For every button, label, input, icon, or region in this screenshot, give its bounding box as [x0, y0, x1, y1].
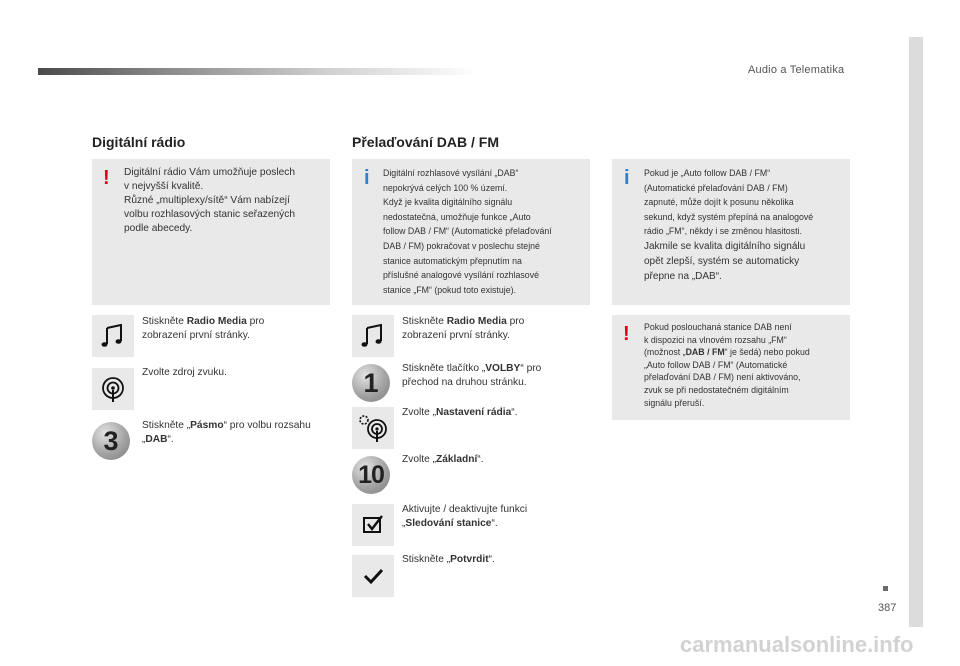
page-marker: [883, 586, 888, 591]
info-text: Digitální rozhlasové vysílání „DAB“ nepokrývá celých 100 % území. Když je kvalita digitálního signálu nedostatečná, umožňuje funkce „Auto follow DAB / FM“ (Automatické přelaďování DAB / FM) pokračovat v poslechu stejné stanice automatickým přepnutím na příslušné analogové vysílání rozhlasové stanice „FM“ (pokud toto existuje).: [383, 168, 552, 295]
info-text: Pokud je „Auto follow DAB / FM“ (Automatické přelaďování DAB / FM) zapnuté, může dojít k posunu několika sekund, když systém přepíná na analogové rádio „FM“, někdy i se změnou hlasitosti. Jakmile se kvalita digitálního signálu opět zlepší, systém se automaticky přepne na „DAB“.: [644, 168, 814, 282]
page-number: 387: [878, 602, 897, 614]
info-box-auto-follow: [612, 159, 850, 305]
header-gradient-bar: [38, 68, 478, 75]
step-middle-1: Stiskněte Radio Media pro zobrazení první stránky.: [402, 316, 525, 341]
info-icon: i: [624, 167, 630, 189]
step-middle-5: Aktivujte / deaktivujte funkci „Sledování stanice“.: [402, 504, 528, 529]
checkmark-icon: [352, 555, 394, 597]
music-note-icon: [92, 315, 134, 357]
step-left-2: Zvolte zdroj zvuku.: [142, 367, 227, 378]
notice-text: Digitální rádio Vám umožňuje poslech v nejvyšší kvalitě. Různé „multiplexy/sítě“ Vám nabízejí volbu rozhlasových stanic seřazených podle abecedy.: [124, 167, 296, 234]
step-middle-3: Zvolte „Nastavení rádia“.: [402, 407, 518, 418]
step-number-circle: [92, 422, 130, 460]
radio-settings-icon: [352, 407, 394, 449]
warning-box-dab-unavailable: [612, 315, 850, 420]
info-icon: i: [364, 167, 370, 189]
music-note-icon: [352, 315, 394, 357]
checkbox-icon: [352, 504, 394, 546]
step-middle-2: Stiskněte tlačítko „VOLBY“ pro přechod na druhou stránku.: [402, 363, 542, 388]
step-middle-4: Zvolte „Základní“.: [402, 454, 484, 465]
step-number-circle: [352, 456, 390, 494]
radio-antenna-icon: [92, 368, 134, 410]
exclamation-icon: !: [103, 167, 110, 189]
step-number: 10: [358, 461, 384, 489]
warning-text: Pokud poslouchaná stanice DAB není k dispozici na vlnovém rozsahu „FM“ (možnost „DAB / FM“ je šedá) nebo pokud „Auto follow DAB / FM“ (Automatické přelaďování DAB / FM) není aktivováno, zvuk se při nedostatečném digitálním signálu přeruší.: [644, 322, 810, 408]
notice-box-digital-radio: [92, 159, 330, 305]
section-title-dab-fm: Přelaďování DAB / FM: [352, 134, 499, 150]
info-box-dab-fm: [352, 159, 590, 305]
watermark: carmanualsonline.info: [680, 632, 914, 657]
step-number-circle: [352, 364, 390, 402]
step-middle-6: Stiskněte „Potvrdit“.: [402, 554, 495, 565]
step-left-1: Stiskněte Radio Media pro zobrazení první stránky.: [142, 316, 265, 341]
exclamation-icon: !: [623, 323, 630, 345]
header-title: Audio a Telematika: [748, 64, 845, 76]
step-number: 1: [363, 368, 379, 398]
page-edge-bar: [909, 37, 923, 627]
step-number: 3: [103, 426, 119, 456]
section-title-digital-radio: Digitální rádio: [92, 134, 186, 150]
step-left-3: Stiskněte „Pásmo“ pro volbu rozsahu „DAB“.: [142, 420, 311, 445]
